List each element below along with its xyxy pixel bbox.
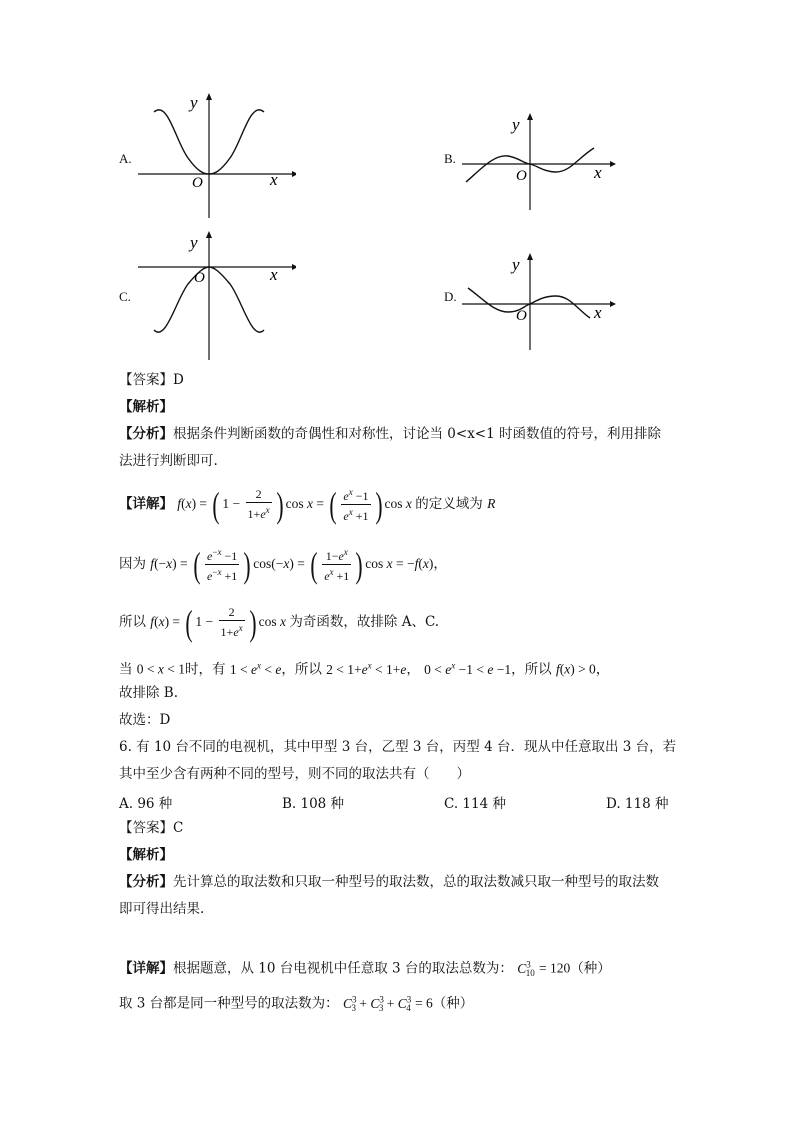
origin-label: O xyxy=(516,168,527,184)
option-a-label: A. xyxy=(119,151,132,166)
q5-because-line: 因为 f(−x) = ( $\frac{e^{-x} -1}{e^{-x} +1}$ ) cos(−x) = ( $\frac{1-e^x}{e^x +1}$ ) cos x = −f(x)， xyxy=(119,544,447,585)
q6-stem-line1: 6. 有 10 台不同的电视机，其中甲型 3 台，乙型 3 台，丙型 4 台．现从中任意取出 3 台，若 xyxy=(119,739,677,755)
q5-exclude-b: 故排除 B. xyxy=(119,685,179,701)
origin-label: O xyxy=(516,308,527,324)
q5-analysis-label: 【解析】 xyxy=(119,399,173,415)
q6-choice-c: C. 114 种 xyxy=(444,796,506,812)
formula-fx-odd: f(x) = ( 1 − $\frac{2}{1+e^x}$ ) cos x xyxy=(150,602,287,643)
q5-when-line: 当 0 < x < 1时，有 $1 < e^x < e$，所以 $2 < 1+e^x < 1+e$， $0 < e^x -1 < e -1$，所以 f(x) > 0， xyxy=(119,660,610,678)
origin-label: O xyxy=(194,270,205,286)
option-d-label: D. xyxy=(444,289,457,304)
axis-y-label: y xyxy=(512,115,520,134)
q5-odd-line: 所以 f(x) = ( 1 − $\frac{2}{1+e^x}$ ) cos x 为奇函数，故排除 A、C. xyxy=(119,602,440,643)
option-b-label: B. xyxy=(444,151,456,166)
axis-x-label: x xyxy=(270,170,278,189)
q6-same-line: 取 3 台都是同一种型号的取法数为： $C^3_3 + C^3_3 + C^3_4 = 6$（种） xyxy=(119,994,474,1014)
axis-x-label: x xyxy=(594,163,602,182)
q5-analysis-line1: 【分析】根据条件判断函数的奇偶性和对称性，讨论当 0<x<1 时函数值的符号，利用排除 xyxy=(119,426,661,442)
axis-x-label: x xyxy=(594,303,602,322)
axis-y-label: y xyxy=(190,93,198,112)
q6-choice-d: D. 118 种 xyxy=(606,796,669,812)
q5-detail-line: 【详解】 f(x) = ( 1 − $\frac{2}{1+e^x}$ ) cos x = ( $\frac{e^x -1}{e^x +1}$ ) cos x 的定义域为 R xyxy=(119,484,496,525)
option-c-graph xyxy=(136,230,296,362)
option-a-graph xyxy=(136,92,296,220)
q6-answer: 【答案】C xyxy=(119,820,184,836)
q6-analysis-label: 【解析】 xyxy=(119,847,173,863)
q6-stem-line2: 其中至少含有两种不同的型号，则不同的取法共有（ ） xyxy=(119,766,470,782)
q5-analysis-line2: 法进行判断即可. xyxy=(119,453,218,469)
q5-choose: 故选：D xyxy=(119,712,171,728)
option-d-graph xyxy=(460,250,620,354)
q6-choice-a: A. 96 种 xyxy=(119,796,173,812)
q6-analysis-line2: 即可得出结果. xyxy=(119,901,205,917)
q6-choice-b: B. 108 种 xyxy=(282,796,345,812)
q6-analysis-line1: 【分析】先计算总的取法数和只取一种型号的取法数，总的取法数减只取一种型号的取法数 xyxy=(119,874,659,890)
formula-fx-definition: f(x) = ( 1 − $\frac{2}{1+e^x}$ ) cos x = ( $\frac{e^x -1}{e^x +1}$ ) cos x xyxy=(177,484,412,525)
q6-detail-line: 【详解】根据题意，从 10 台电视机中任意取 3 台的取法总数为： $C^3_{10} = 120$（种） xyxy=(119,959,611,979)
formula-f-neg-x: f(−x) = ( $\frac{e^{-x} -1}{e^{-x} +1}$ ) cos(−x) = ( $\frac{1-e^x}{e^x +1}$ ) cos x = −f(x)， xyxy=(150,544,447,585)
axis-y-label: y xyxy=(512,255,520,274)
option-c-label: C. xyxy=(119,289,131,304)
q5-answer: 【答案】D xyxy=(119,372,184,388)
origin-label: O xyxy=(192,175,203,191)
option-b-graph xyxy=(460,110,620,214)
axis-y-label: y xyxy=(190,233,198,252)
axis-x-label: x xyxy=(270,265,278,284)
